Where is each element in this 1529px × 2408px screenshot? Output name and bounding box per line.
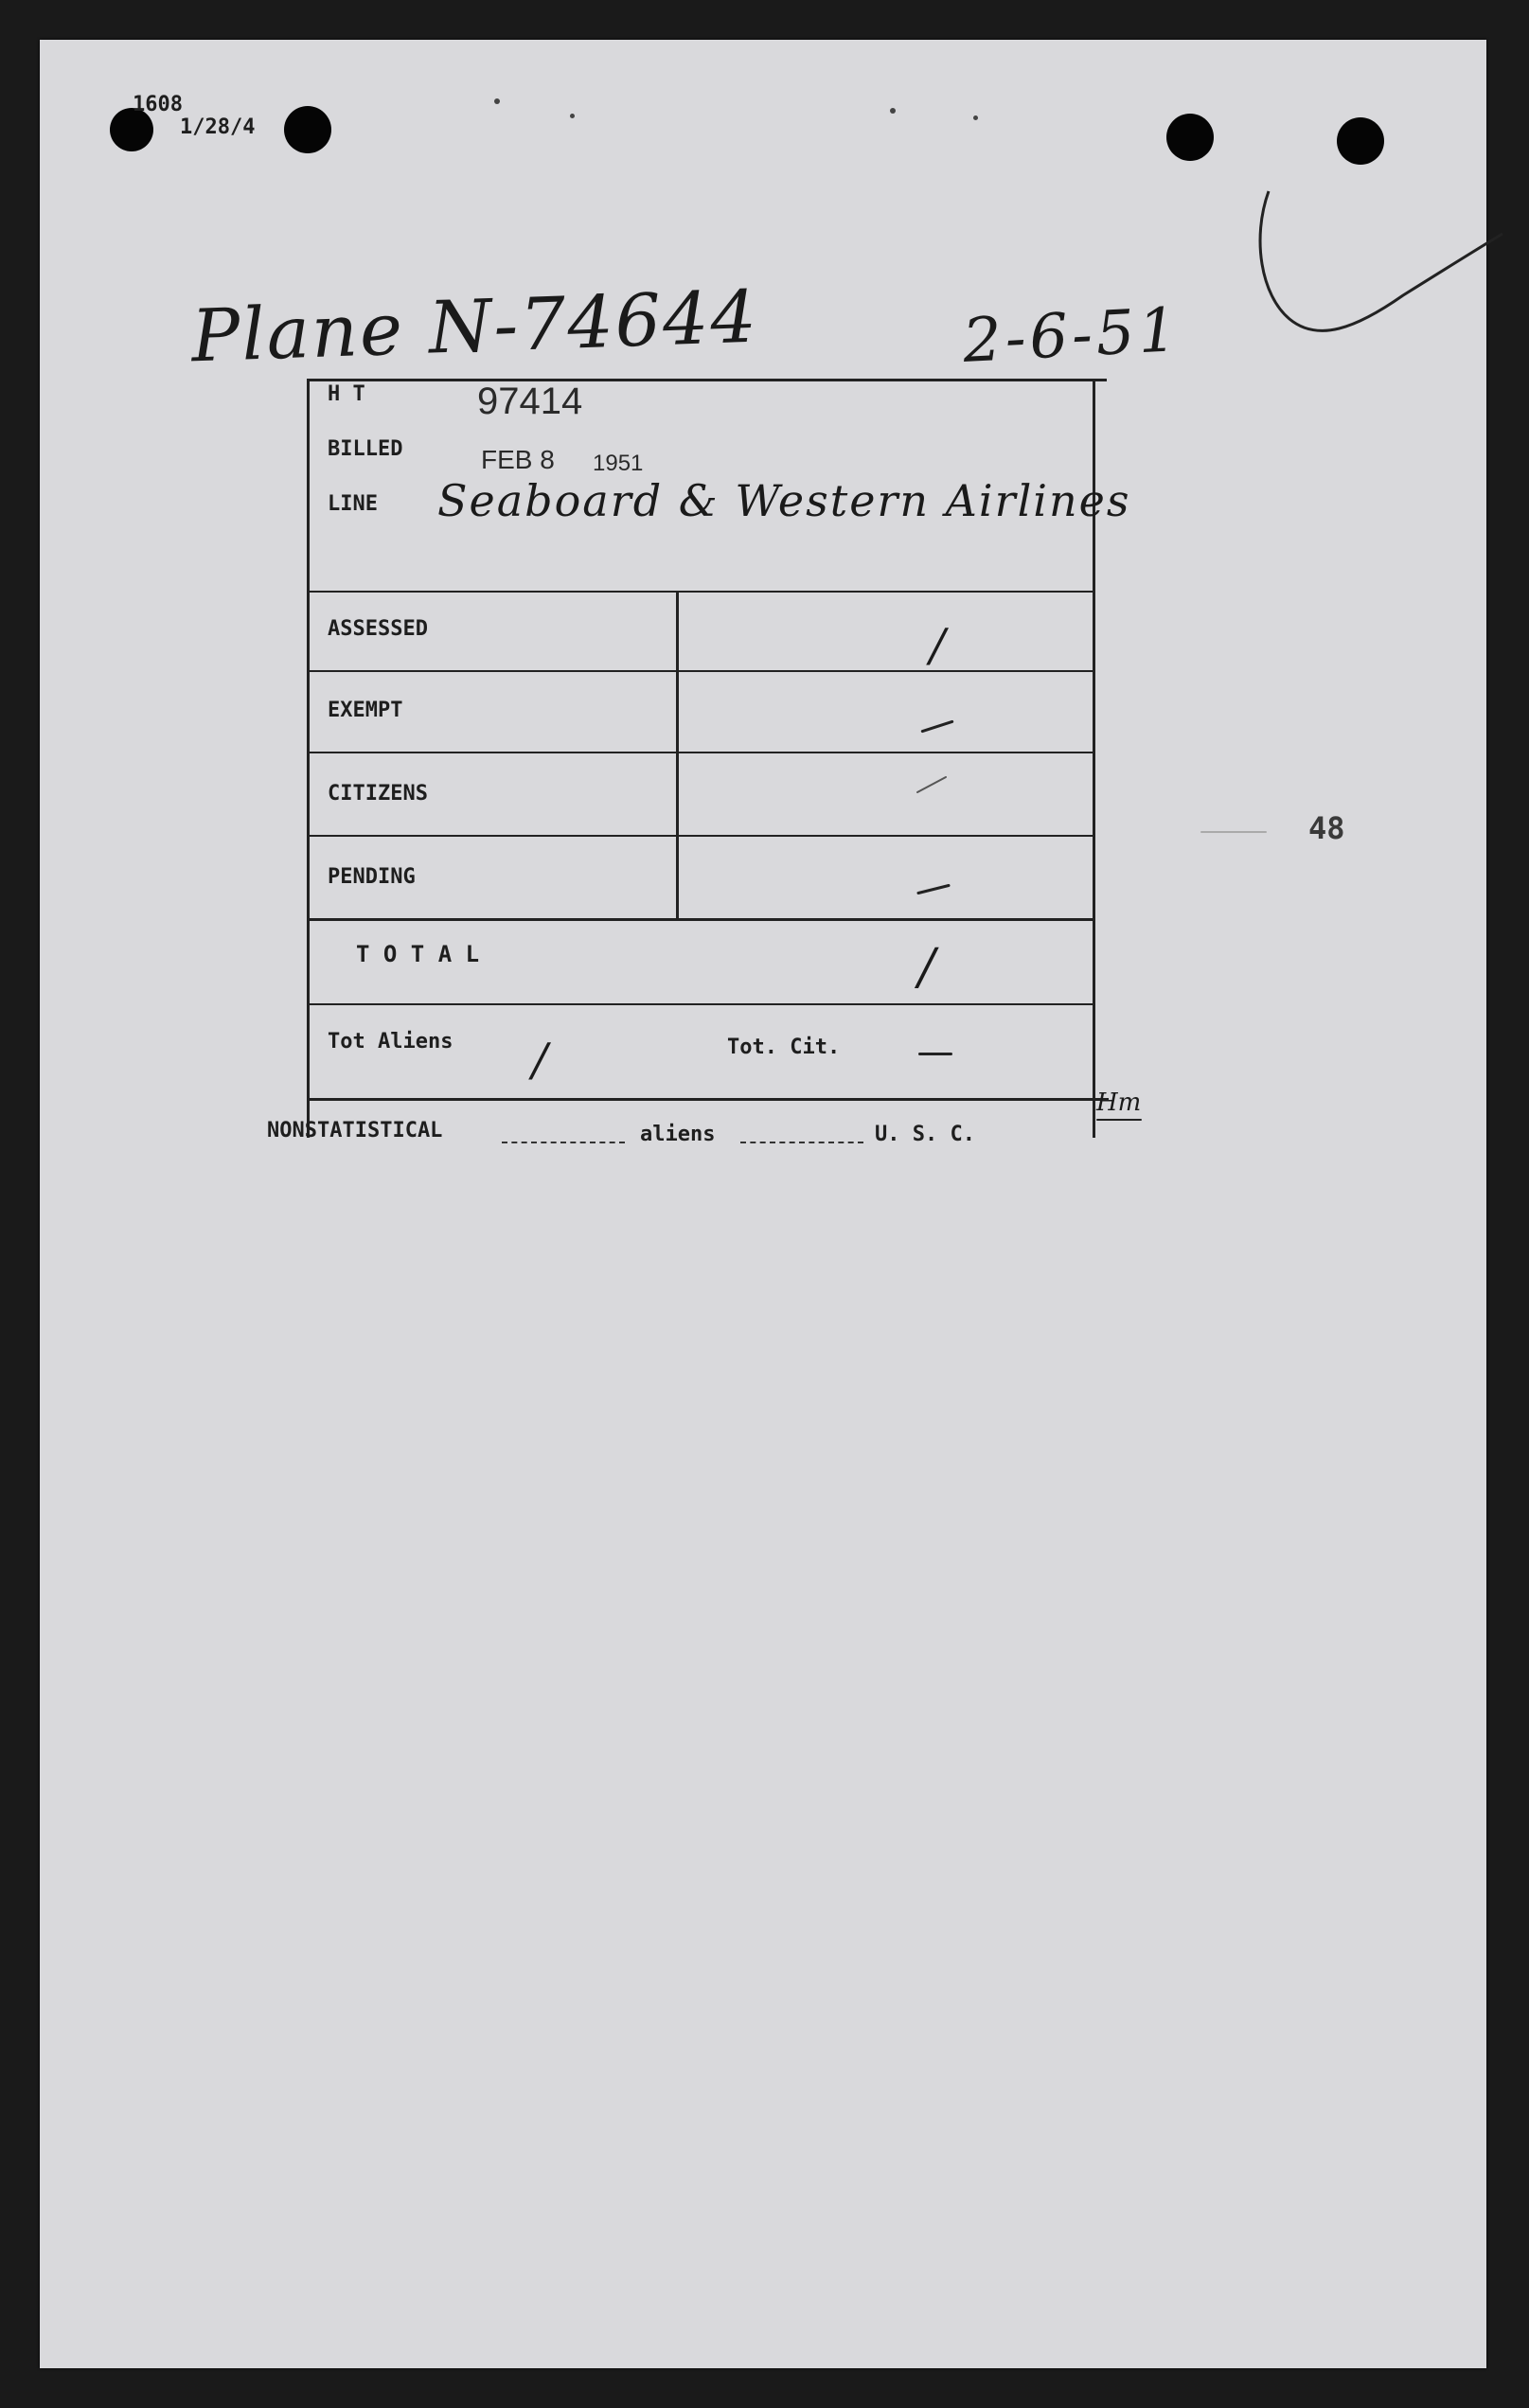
initials-handwritten: Hm — [1096, 1089, 1142, 1117]
row-line-pending — [309, 918, 1093, 921]
tot-aliens-value-handwritten: / — [532, 1034, 548, 1087]
scan-speck — [570, 114, 575, 118]
label-billed: BILLED — [328, 437, 403, 461]
label-assessed: ASSESSED — [328, 617, 428, 641]
punch-hole-left-b — [284, 106, 331, 153]
label-nonstatistical: NONSTATISTICAL — [267, 1119, 443, 1142]
row-line-assessed — [309, 670, 1093, 672]
aliens-blank — [740, 1142, 863, 1143]
form-top-border — [307, 379, 1107, 381]
row-line-citizens — [309, 835, 1093, 837]
row-line-exempt — [309, 752, 1093, 753]
label-aliens: aliens — [640, 1123, 716, 1146]
side-note-number: 48 — [1308, 810, 1345, 846]
label-ht: H T — [328, 382, 365, 406]
label-usc: U. S. C. — [875, 1123, 975, 1146]
nonstatistical-blank — [502, 1142, 625, 1143]
form-revision: 1/28/4 — [180, 115, 256, 139]
date-handwritten: 2-6-51 — [961, 295, 1182, 377]
plane-number-handwritten: Plane N-74644 — [189, 274, 760, 379]
header-separator — [309, 591, 1093, 593]
check-mark-icon — [1214, 153, 1507, 371]
assessed-value-handwritten: / — [930, 619, 946, 672]
airline-handwritten: Seaboard & Western Airlines — [437, 475, 1131, 526]
citizens-dash-mark — [916, 776, 948, 794]
punch-hole-right-a — [1166, 114, 1214, 161]
stamp-number: 97414 — [477, 381, 583, 422]
label-pending: PENDING — [328, 865, 416, 889]
initials-underline — [1096, 1119, 1142, 1121]
stamp-billed-date: FEB 8 — [481, 445, 555, 474]
exempt-dash-mark — [920, 720, 953, 734]
document-page — [40, 40, 1486, 2368]
form-bottom-border — [309, 1098, 1109, 1101]
label-total: T O T A L — [356, 941, 480, 967]
scan-speck — [973, 115, 978, 120]
label-citizens: CITIZENS — [328, 782, 428, 806]
tot-cit-dash-mark — [918, 1053, 952, 1055]
form-number: 1608 — [133, 93, 183, 116]
label-tot-cit: Tot. Cit. — [727, 1036, 841, 1059]
row-line-total — [309, 1003, 1093, 1005]
pending-dash-mark — [916, 884, 951, 895]
column-divider — [676, 591, 679, 918]
stamp-billed-year: 1951 — [593, 451, 644, 476]
total-value-handwritten: / — [918, 939, 935, 996]
label-tot-aliens: Tot Aliens — [328, 1030, 453, 1054]
label-line: LINE — [328, 492, 378, 516]
scan-speck — [890, 108, 896, 114]
form-left-border — [307, 379, 310, 1138]
label-exempt: EXEMPT — [328, 699, 403, 722]
scan-speck — [494, 98, 500, 104]
side-note-dash — [1200, 831, 1267, 833]
